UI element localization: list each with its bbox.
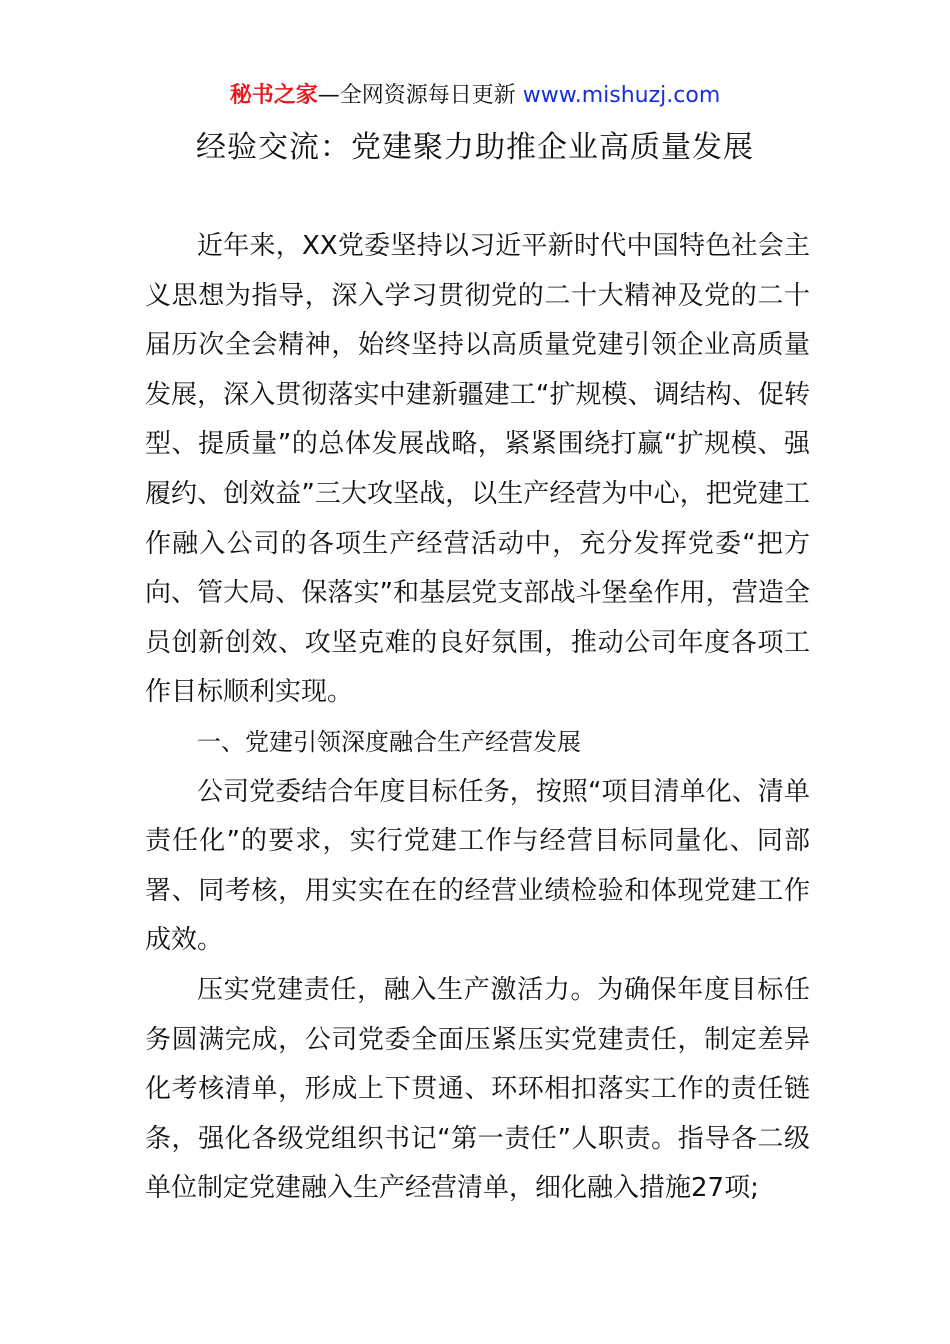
banner-tagline: —全网资源每日更新: [317, 83, 523, 108]
paragraph-responsibility: 压实党建责任，融入生产激活力。为确保年度目标任务圆满完成，公司党委全面压紧压实党建责任，制定差异化考核清单，形成上下贯通、环环相扣落实工作的责任链条，强化各级党组织书记“第一责任”人职责。指导各二级单位制定党建融入生产经营清单，细化融入措施27项;: [145, 974, 810, 1204]
document-body: [145, 222, 810, 1214]
site-banner: [0, 80, 950, 112]
site-url[interactable]: www.mishuzj.com: [522, 83, 721, 108]
brand-name: 秘书之家: [229, 83, 318, 108]
document-title: 经验交流：党建聚力助推企业高质量发展: [196, 130, 754, 165]
paragraph-section-1: 公司党委结合年度目标任务，按照“项目清单化、清单责任化”的要求，实行党建工作与经营目标同量化、同部署、同考核，用实实在在的经营业绩检验和体现党建工作成效。: [145, 776, 810, 956]
section-heading-1: 一、党建引领深度融合生产经营发展: [197, 727, 581, 756]
paragraph-intro: 近年来，XX党委坚持以习近平新时代中国特色社会主义思想为指导，深入学习贯彻党的二十大精神及党的二十届历次全会精神，始终坚持以高质量党建引领企业高质量发展，深入贯彻落实中建新疆建工“扩规模、调结构、促转型、提质量”的总体发展战略，紧紧围绕打赢“扩规模、强履约、创效益”三大攻坚战，以生产经营为中心，把党建工作融入公司的各项生产经营活动中，充分发挥党委“把方向、管大局、保落实”和基层党支部战斗堡垒作用，营造全员创新创效、攻坚克难的良好氛围，推动公司年度各项工作目标顺利实现。: [145, 231, 810, 708]
